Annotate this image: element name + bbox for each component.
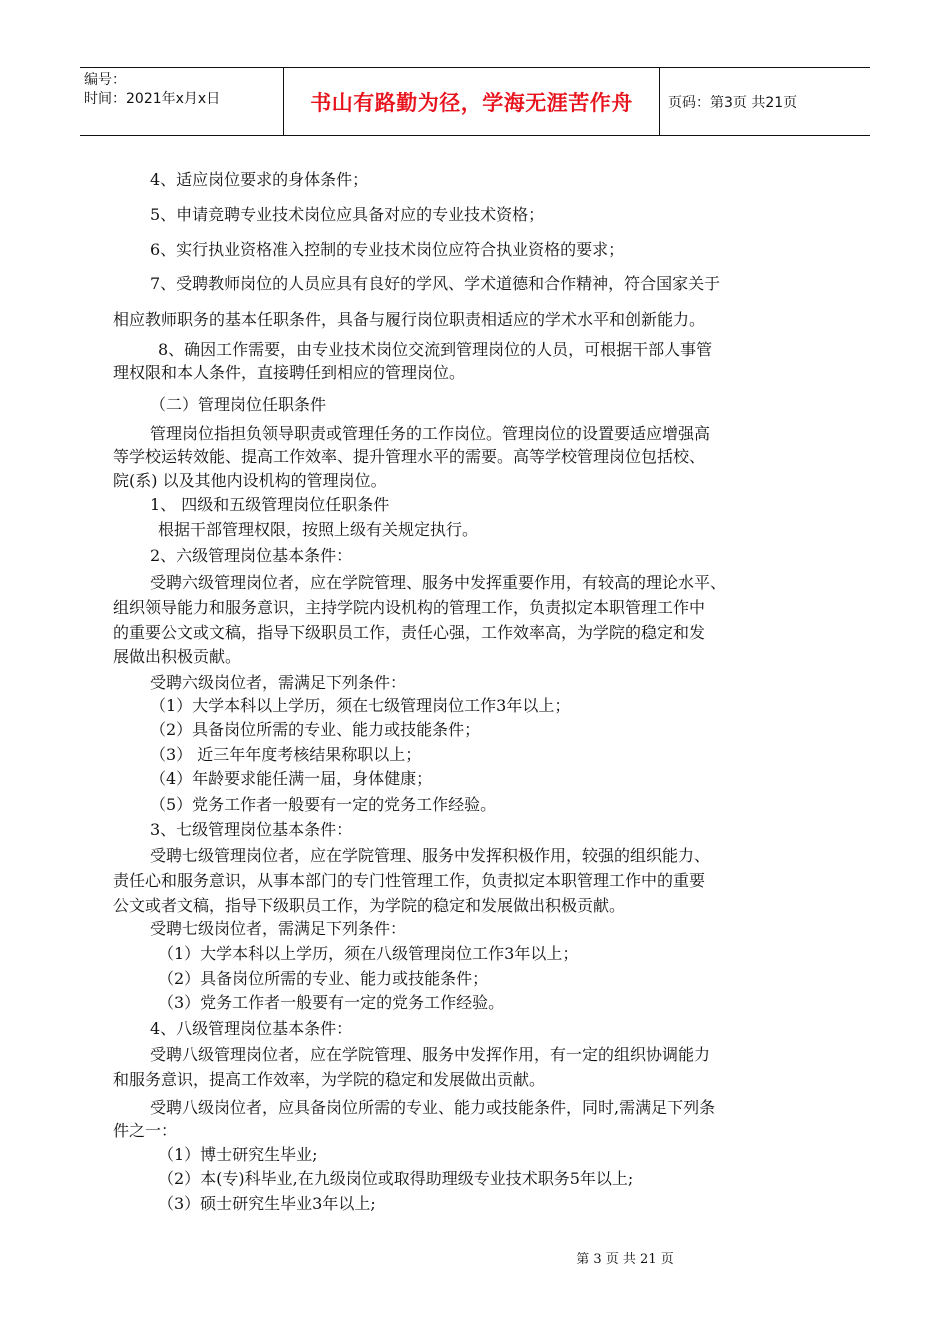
body-line: 管理岗位指担负领导职责或管理任务的工作岗位。管理岗位的设置要适应增强高 xyxy=(150,424,711,443)
body-line: （3） 近三年年度考核结果称职以上； xyxy=(150,745,422,764)
body-line: （2）本(专)科毕业,在九级岗位或取得助理级专业技术职务5年以上; xyxy=(158,1169,634,1188)
body-line: 相应教师职务的基本任职条件，具备与履行岗位职责相适应的学术水平和创新能力。 xyxy=(113,310,706,329)
document-number-label: 编号： xyxy=(84,72,126,88)
body-line: 件之一： xyxy=(113,1121,178,1140)
body-line: 受聘七级岗位者，需满足下列条件： xyxy=(150,919,407,938)
body-line: （2）具备岗位所需的专业、能力或技能条件； xyxy=(150,720,481,739)
body-line: 公文或者文稿，指导下级职员工作，为学院的稳定和发展做出积极贡献。 xyxy=(113,896,626,915)
body-line: 4、八级管理岗位基本条件： xyxy=(150,1019,353,1038)
body-line: （1）大学本科以上学历，须在八级管理岗位工作3年以上； xyxy=(158,944,579,963)
body-line: 6、实行执业资格准入控制的专业技术岗位应符合执业资格的要求； xyxy=(150,240,625,259)
body-line: （3）硕士研究生毕业3年以上; xyxy=(158,1194,376,1213)
body-line: 责任心和服务意识，从事本部门的专门性管理工作，负责拟定本职管理工作中的重要 xyxy=(113,871,706,890)
body-line: 等学校运转效能、提高工作效率、提升管理水平的需要。高等学校管理岗位包括校、 xyxy=(113,447,706,466)
body-line: 受聘八级管理岗位者，应在学院管理、服务中发挥作用，有一定的组织协调能力 xyxy=(150,1045,711,1064)
header-motto xyxy=(284,68,660,135)
body-line: 5、申请竞聘专业技术岗位应具备对应的专业技术资格； xyxy=(150,205,545,224)
body-line: 2、六级管理岗位基本条件： xyxy=(150,546,353,565)
body-line: 4、适应岗位要求的身体条件； xyxy=(150,170,369,189)
body-line: （5）党务工作者一般要有一定的党务工作经验。 xyxy=(150,795,497,814)
body-line: 组织领导能力和服务意识，主持学院内设机构的管理工作，负责拟定本职管理工作中 xyxy=(113,598,706,617)
body-line: 3、七级管理岗位基本条件： xyxy=(150,820,353,839)
body-line: 展做出积极贡献。 xyxy=(113,647,242,666)
body-line: （1）博士研究生毕业; xyxy=(158,1145,318,1164)
body-line: 1、 四级和五级管理岗位任职条件 xyxy=(150,495,390,514)
body-line: 的重要公文或文稿，指导下级职员工作，责任心强，工作效率高，为学院的稳定和发 xyxy=(113,623,706,642)
footer-page-number: 第 3 页 共 21 页 xyxy=(576,1252,674,1267)
body-line: 7、受聘教师岗位的人员应具有良好的学风、学术道德和合作精神，符合国家关于 xyxy=(150,274,721,293)
body-line: 理权限和本人条件，直接聘任到相应的管理岗位。 xyxy=(113,363,466,382)
page-footer xyxy=(0,1248,950,1267)
body-line: 院(系) 以及其他内设机构的管理岗位。 xyxy=(113,471,387,490)
body-line: 受聘六级岗位者，需满足下列条件： xyxy=(150,673,407,692)
body-line: （1）大学本科以上学历，须在七级管理岗位工作3年以上； xyxy=(150,696,571,715)
page-code-text: 页码：第3页 共21页 xyxy=(668,94,798,111)
section-heading: （二）管理岗位任职条件 xyxy=(150,395,327,414)
body-line: 8、确因工作需要，由专业技术岗位交流到管理岗位的人员，可根据干部人事管 xyxy=(158,340,713,359)
header-meta xyxy=(80,68,284,135)
body-line: 和服务意识，提高工作效率，为学院的稳定和发展做出贡献。 xyxy=(113,1070,546,1089)
body-line: （2）具备岗位所需的专业、能力或技能条件； xyxy=(158,969,489,988)
body-line: （3）党务工作者一般要有一定的党务工作经验。 xyxy=(158,993,505,1012)
document-time-label: 时间：2021年x月x日 xyxy=(84,91,221,107)
header-page-code xyxy=(660,68,870,135)
body-line: 受聘七级管理岗位者，应在学院管理、服务中发挥积极作用，较强的组织能力、 xyxy=(150,846,711,865)
body-line: 根据干部管理权限，按照上级有关规定执行。 xyxy=(158,520,479,539)
body-line: 受聘六级管理岗位者，应在学院管理、服务中发挥重要作用，有较高的理论水平、 xyxy=(150,573,727,592)
motto-text: 书山有路勤为径，学海无涯苦作舟 xyxy=(310,90,633,115)
body-line: （4）年龄要求能任满一届，身体健康； xyxy=(150,769,433,788)
page-header xyxy=(80,67,870,136)
body-line: 受聘八级岗位者，应具备岗位所需的专业、能力或技能条件，同时,需满足下列条 xyxy=(150,1098,716,1117)
